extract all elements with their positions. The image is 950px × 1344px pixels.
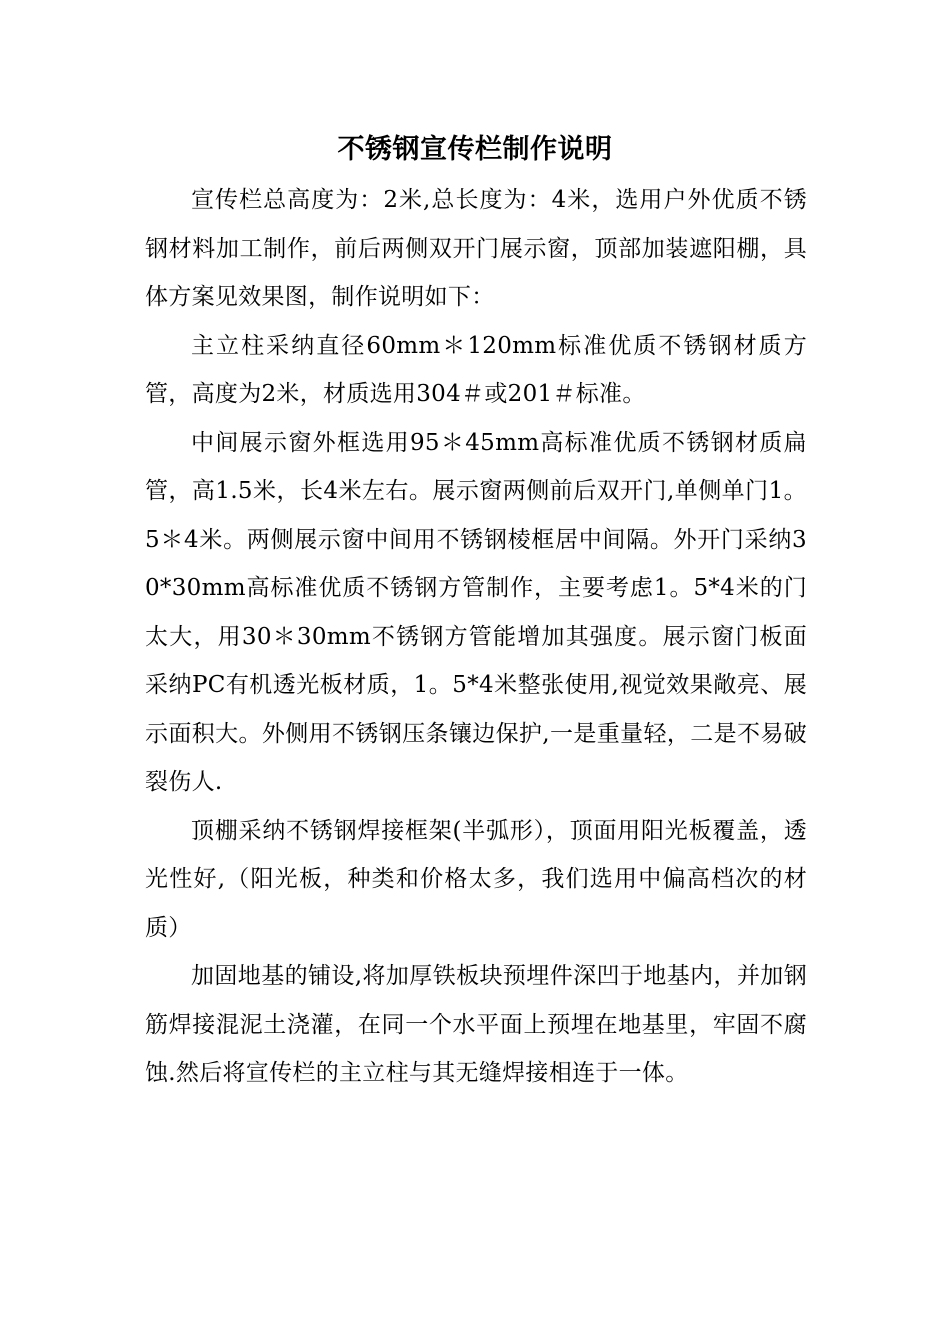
paragraph-display-window: 中间展示窗外框选用95＊45mm高标准优质不锈钢材质扁管，高1.5米，长4米左右。展示窗两侧前后双开门,单侧单门1。5＊4米。两侧展示窗中间用不锈钢棱框居中间隔。外开门采纳30*30mm高标准优质不锈钢方管制作，主要考虑1。5*4米的门太大，用30＊30mm不锈钢方管能增加其强度。展示窗门板面采纳PC有机透光板材质，1。5*4米整张使用,视觉效果敞亮、展示面积大。外侧用不锈钢压条镶边保护,一是重量轻，二是不易破裂伤人.	[145, 429, 807, 795]
paragraph-main-column: 主立柱采纳直径60mm＊120mm标准优质不锈钢材质方管，高度为2米，材质选用304＃或201＃标准。	[145, 332, 807, 407]
document-body	[145, 176, 807, 1098]
paragraph-overview: 宣传栏总高度为：2米,总长度为：4米，选用户外优质不锈钢材料加工制作，前后两侧双开门展示窗，顶部加装遮阳棚，具体方案见效果图，制作说明如下：	[145, 187, 807, 310]
paragraph-foundation: 加固地基的铺设,将加厚铁板块预埋件深凹于地基内，并加钢筋焊接混泥土浇灌，在同一个水平面上预埋在地基里，牢固不腐蚀.然后将宣传栏的主立柱与其无缝焊接相连于一体。	[145, 963, 807, 1086]
document-title: 不锈钢宣传栏制作说明	[337, 134, 613, 165]
paragraph-canopy: 顶棚采纳不锈钢焊接框架(半弧形），顶面用阳光板覆盖，透光性好,（阳光板，种类和价格太多，我们选用中偏高档次的材质）	[145, 817, 807, 941]
